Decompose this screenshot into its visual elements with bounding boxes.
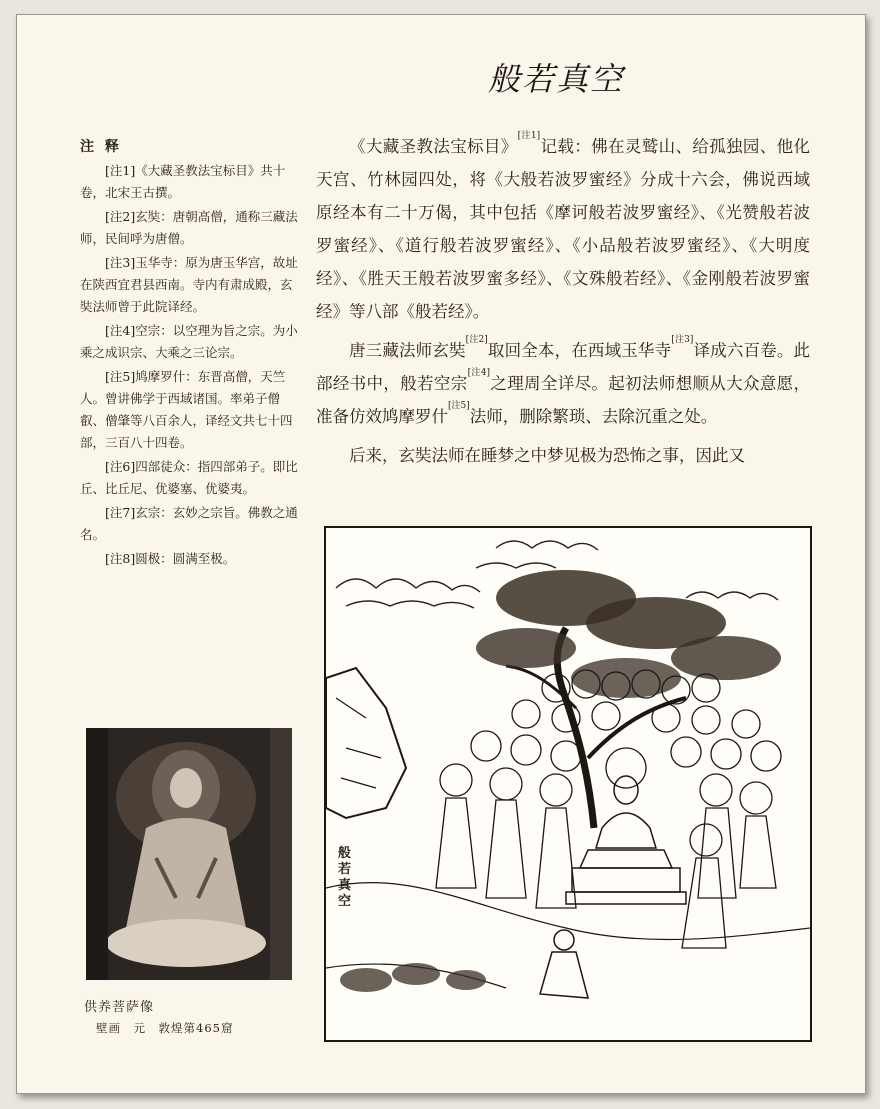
text-span: 取回全本，在西域玉华寺: [487, 341, 672, 360]
footnote-ref-2[interactable]: [注2]: [465, 335, 488, 345]
note-1: [80, 160, 298, 204]
note-text: 圆极：圆满至极。: [135, 551, 236, 566]
note-label: [注3]: [105, 255, 136, 270]
woodcut-illustration: [324, 526, 812, 1042]
body-text: [316, 130, 810, 478]
text-span: 译成六百卷。此部经书中，般若空宗: [316, 341, 811, 393]
footnote-ref-4[interactable]: [注4]: [467, 368, 491, 378]
notes-list: [80, 160, 298, 572]
note-label: [注8]: [105, 551, 136, 566]
body-paragraph-1: [316, 130, 810, 328]
note-7: [80, 502, 298, 546]
bodhisattva-figure-icon: [86, 728, 292, 980]
note-2: [80, 206, 298, 250]
note-label: [注2]: [105, 209, 136, 224]
note-text: 玄奘：唐朝高僧，通称三藏法师，民间呼为唐僧。: [80, 209, 298, 246]
photo-caption: 供养菩萨像: [84, 1000, 155, 1015]
note-label: [注1]: [105, 163, 136, 178]
text-span: 之理周全详尽。起初法师想顺从大众意愿，准备仿效鸠摩罗什: [316, 374, 811, 426]
text-span: 唐三藏法师玄奘: [349, 341, 466, 360]
note-text: 玄宗：玄妙之宗旨。佛教之通名。: [80, 505, 298, 542]
woodcut-caption: 般若真空: [338, 846, 352, 909]
note-label: [注6]: [105, 459, 136, 474]
text-span: 《大藏圣教法宝标目》: [349, 137, 518, 156]
woodcut-scene-icon: [326, 528, 810, 1040]
body-paragraph-2: [316, 334, 810, 433]
footnote-ref-1[interactable]: [注1]: [517, 131, 541, 141]
text-span: 法师，删除繁琐、去除沉重之处。: [469, 407, 718, 426]
footnote-ref-5[interactable]: [注5]: [448, 401, 470, 411]
photo-subcaption: 壁画 元 敦煌第465窟: [96, 1021, 234, 1035]
note-text: 空宗：以空理为旨之宗。为小乘之成识宗、大乘之三论宗。: [80, 323, 298, 360]
text-span: 记载：佛在灵鹫山、给孤独园、他化天宫、竹林园四处，将《大般若波罗蜜经》分成十六会，佛说西域原经本有二十万偈，其中包括《摩诃般若波罗蜜经》、《光赞般若波罗蜜经》、《道行般若波罗蜜经》、《小品般若波罗蜜经》、《大明度经》、《胜天王般若波罗蜜多经》、《文殊般若经》、《金刚般若波罗蜜经》等八部《般若经》。: [316, 137, 811, 321]
note-label: [注4]: [105, 323, 136, 338]
note-5: [80, 366, 298, 454]
note-8: [80, 548, 298, 570]
footnote-ref-3[interactable]: [注3]: [671, 335, 694, 345]
note-text: 鸠摩罗什：东晋高僧，天竺人。曾讲佛学于西域诸国。率弟子僧叡、僧肇等八百余人，译经文共七十四部，三百八十四卷。: [80, 369, 293, 450]
note-3: [80, 252, 298, 318]
note-4: [80, 320, 298, 364]
note-text: 玉华寺：原为唐玉华宫，故址在陕西宜君县西南。寺内有肃成殿，玄奘法师曾于此院译经。: [80, 255, 298, 314]
note-label: [注7]: [105, 505, 136, 520]
page-title: 般若真空: [488, 60, 625, 98]
notes-heading: 注 释: [80, 139, 122, 155]
bodhisattva-photo: [86, 728, 292, 980]
body-paragraph-3: 后来，玄奘法师在睡梦之中梦见极为恐怖之事，因此又: [349, 446, 745, 465]
note-label: [注5]: [105, 369, 136, 384]
note-6: [80, 456, 298, 500]
note-text: 《大藏圣教法宝标目》共十卷，北宋王古撰。: [80, 163, 286, 200]
note-text: 四部徒众：指四部弟子。即比丘、比丘尼、优婆塞、优婆夷。: [80, 459, 298, 496]
